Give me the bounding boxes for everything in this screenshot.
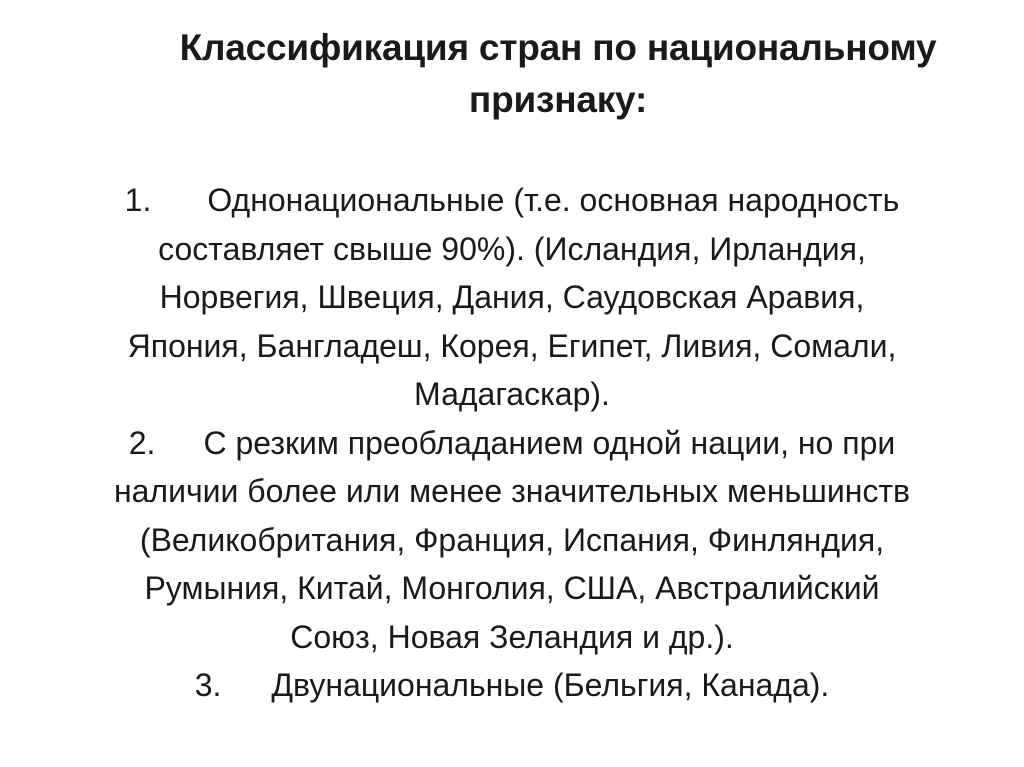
list-item-2-line — [30, 419, 994, 468]
list-item-3-line — [30, 661, 994, 710]
list-item-1-text: Однонациональные (т.е. основная народность — [207, 182, 900, 218]
list-item-3-number: 3. — [194, 667, 222, 703]
title-line: Классификация стран по национальному — [179, 27, 937, 68]
list-item-2-text: С резким преобладанием одной нации, но при — [203, 424, 896, 461]
list-item-1-line: Мадагаскар). — [414, 376, 610, 412]
slide-title — [118, 22, 998, 126]
list-item-2-line: Союз, Новая Зеландия и др.). — [290, 618, 734, 655]
list-item-1-line: составляет свыше 90%). (Исландия, Ирландия, — [158, 230, 866, 267]
list-item-1-line — [30, 176, 994, 225]
list-item-1-line: Норвегия, Швеция, Дания, Саудовская Аравия, — [159, 279, 865, 315]
list-item-2-line: (Великобритания, Франция, Испания, Финляндия, — [139, 521, 885, 558]
classification-list — [30, 176, 994, 710]
list-item-3-text: Двунациональные (Бельгия, Канада). — [271, 667, 830, 703]
list-item-1-number: 1. — [124, 182, 152, 218]
list-item-2-line: Румыния, Китай, Монголия, США, Австралийский — [144, 570, 880, 606]
title-line: признаку: — [468, 79, 648, 120]
list-item-2-line: наличии более или менее значительных меньшинств — [113, 473, 911, 509]
list-item-1-line: Япония, Бангладеш, Корея, Египет, Ливия, Сомали, — [127, 327, 897, 364]
list-item-2-number: 2. — [128, 424, 156, 461]
